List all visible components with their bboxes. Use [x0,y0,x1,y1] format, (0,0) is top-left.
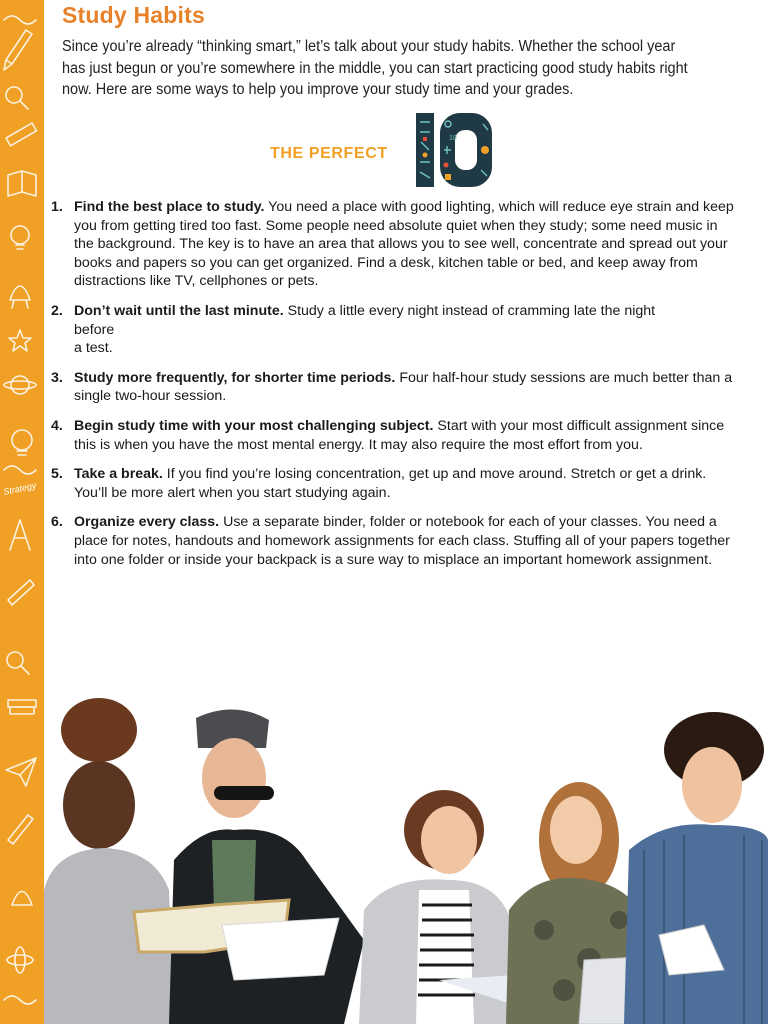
list-item-title: Take a break. [74,466,163,483]
list-item-body: If you find you’re losing concentration, get up and move around. Stretch or get a drink. You’ll be more alert when you start studying again. [74,466,707,501]
page-title: Study Habits [62,2,205,28]
list-item [51,198,741,291]
student-figure [44,698,174,1024]
list-item-title: Don’t wait until the last minute. [74,302,284,319]
school-doodles-pattern [0,0,44,1024]
list-item-number: 1. [51,199,63,215]
intro-paragraph: Since you’re already “thinking smart,” let’s talk about your study habits. Whether the school year has just begun or you’re somewhere in the middle, you can start practicing good study habits right now. Here are some ways to help you improve your study time and your grades. [62,38,688,98]
ten-logo-text: 10 [449,135,457,142]
list-item [51,369,741,406]
list-item [51,417,741,454]
list-item-number: 3. [51,369,63,386]
list-item-body: Use a separate binder, folder or notebook for each of your classes. You need a place for notes, handouts and homework assignments for each class. Stuffing all of your papers together into one folder or inside your backpack is a sure way to misplace an important homework assignment. [74,514,730,568]
list-item-body: Four half-hour study sessions are much better than a single two-hour session. [74,369,733,405]
list-item-body-line: a test. [74,340,113,357]
list-item-body: Study a little every night instead of cramming late the night [283,302,656,319]
student-figure [624,712,768,1024]
perfect-label: THE PERFECT [270,145,388,162]
list-item [51,513,741,569]
perfect-ten-banner [270,110,530,190]
ten-logo-icon [413,110,495,190]
list-item-body: Start with your most difficult assignment since this is when you have the most mental energy. It may also require the most effort from you. [74,417,725,453]
list-item-title: Begin study time with your most challenging subject. [74,417,434,434]
list-item-title: Study more frequently, for shorter time periods. [74,369,396,386]
list-item-body: You need a place with good lighting, which will reduce eye strain and keep you from getting tired too fast. Some people need absolute quiet when they study; some need music in the background. The key is to have an area that allows you to see well, concentrate and spread out your books and papers so you can get organized. Find a desk, kitchen table or bed, and keep away from distractions like TV, cellphones or pets. [74,199,734,290]
list-item-number: 4. [51,417,63,434]
list-item [51,302,741,358]
list-item-number: 2. [51,302,63,319]
study-tips-list [51,198,741,580]
list-item-number: 5. [51,466,63,483]
list-item [51,465,741,502]
list-item-number: 6. [51,514,63,531]
students-photo [44,690,768,1024]
list-item-title: Organize every class. [74,514,220,531]
list-item-title: Find the best place to study. [74,199,265,215]
decorative-side-strip [0,0,44,1024]
strategy-doodle-text: Strategy [2,480,38,497]
list-item-body-line: before [74,321,115,338]
